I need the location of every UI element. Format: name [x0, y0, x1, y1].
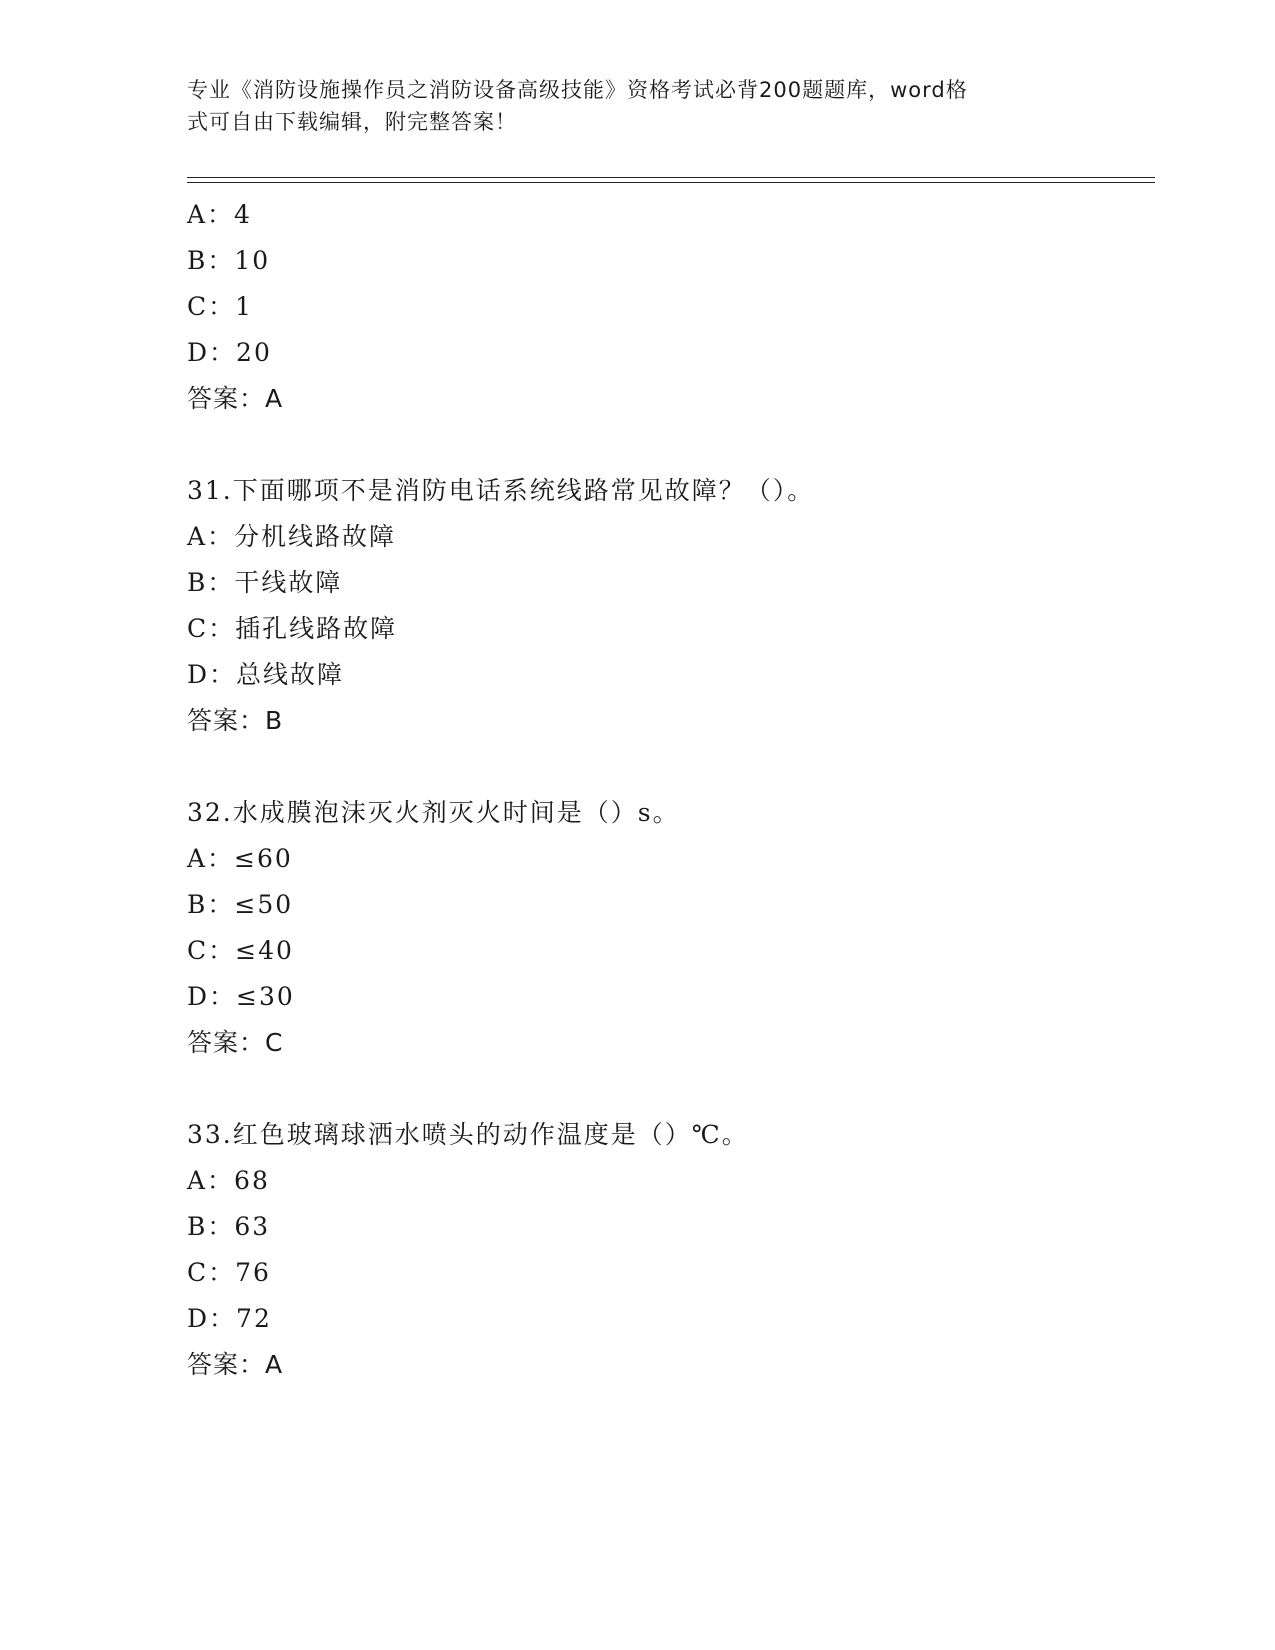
question-31 [187, 468, 1147, 744]
option-c: C：1 [187, 292, 254, 321]
option-d: D：总线故障 [187, 660, 345, 689]
header-line-2: 式可自由下载编辑，附完整答案！ [187, 110, 517, 134]
spacer [187, 1066, 1147, 1112]
question-text: 32.水成膜泡沫灭火剂灭火时间是（）s。 [187, 798, 680, 827]
spacer [187, 744, 1147, 790]
header-divider-top [187, 177, 1155, 178]
answer: 答案：A [187, 1350, 284, 1379]
option-c: C：插孔线路故障 [187, 614, 398, 643]
option-a: A：≤60 [187, 844, 293, 873]
answer: 答案：C [187, 1028, 284, 1057]
option-a: A：4 [187, 200, 252, 229]
document-header [187, 74, 1087, 138]
option-d: D：≤30 [187, 982, 295, 1011]
option-a: A：68 [187, 1166, 270, 1195]
question-32 [187, 790, 1147, 1066]
option-b: B：63 [187, 1212, 271, 1241]
option-c: C：76 [187, 1258, 271, 1287]
question-list [187, 192, 1147, 1388]
answer: 答案：A [187, 384, 284, 413]
answer: 答案：B [187, 706, 284, 735]
option-b: B：≤50 [187, 890, 294, 919]
header-line-1: 专业《消防设施操作员之消防设备高级技能》资格考试必背200题题库，word格 [187, 78, 968, 102]
question-text: 33.红色玻璃球洒水喷头的动作温度是（）℃。 [187, 1120, 749, 1149]
option-d: D：72 [187, 1304, 272, 1333]
option-c: C：≤40 [187, 936, 294, 965]
option-b: B：干线故障 [187, 568, 343, 597]
question-33 [187, 1112, 1147, 1388]
header-divider-bottom [187, 182, 1155, 183]
option-d: D：20 [187, 338, 272, 367]
question-30 [187, 192, 1147, 422]
spacer [187, 422, 1147, 468]
option-b: B：10 [187, 246, 271, 275]
question-text: 31.下面哪项不是消防电话系统线路常见故障？（）。 [187, 476, 815, 505]
option-a: A：分机线路故障 [187, 522, 397, 551]
